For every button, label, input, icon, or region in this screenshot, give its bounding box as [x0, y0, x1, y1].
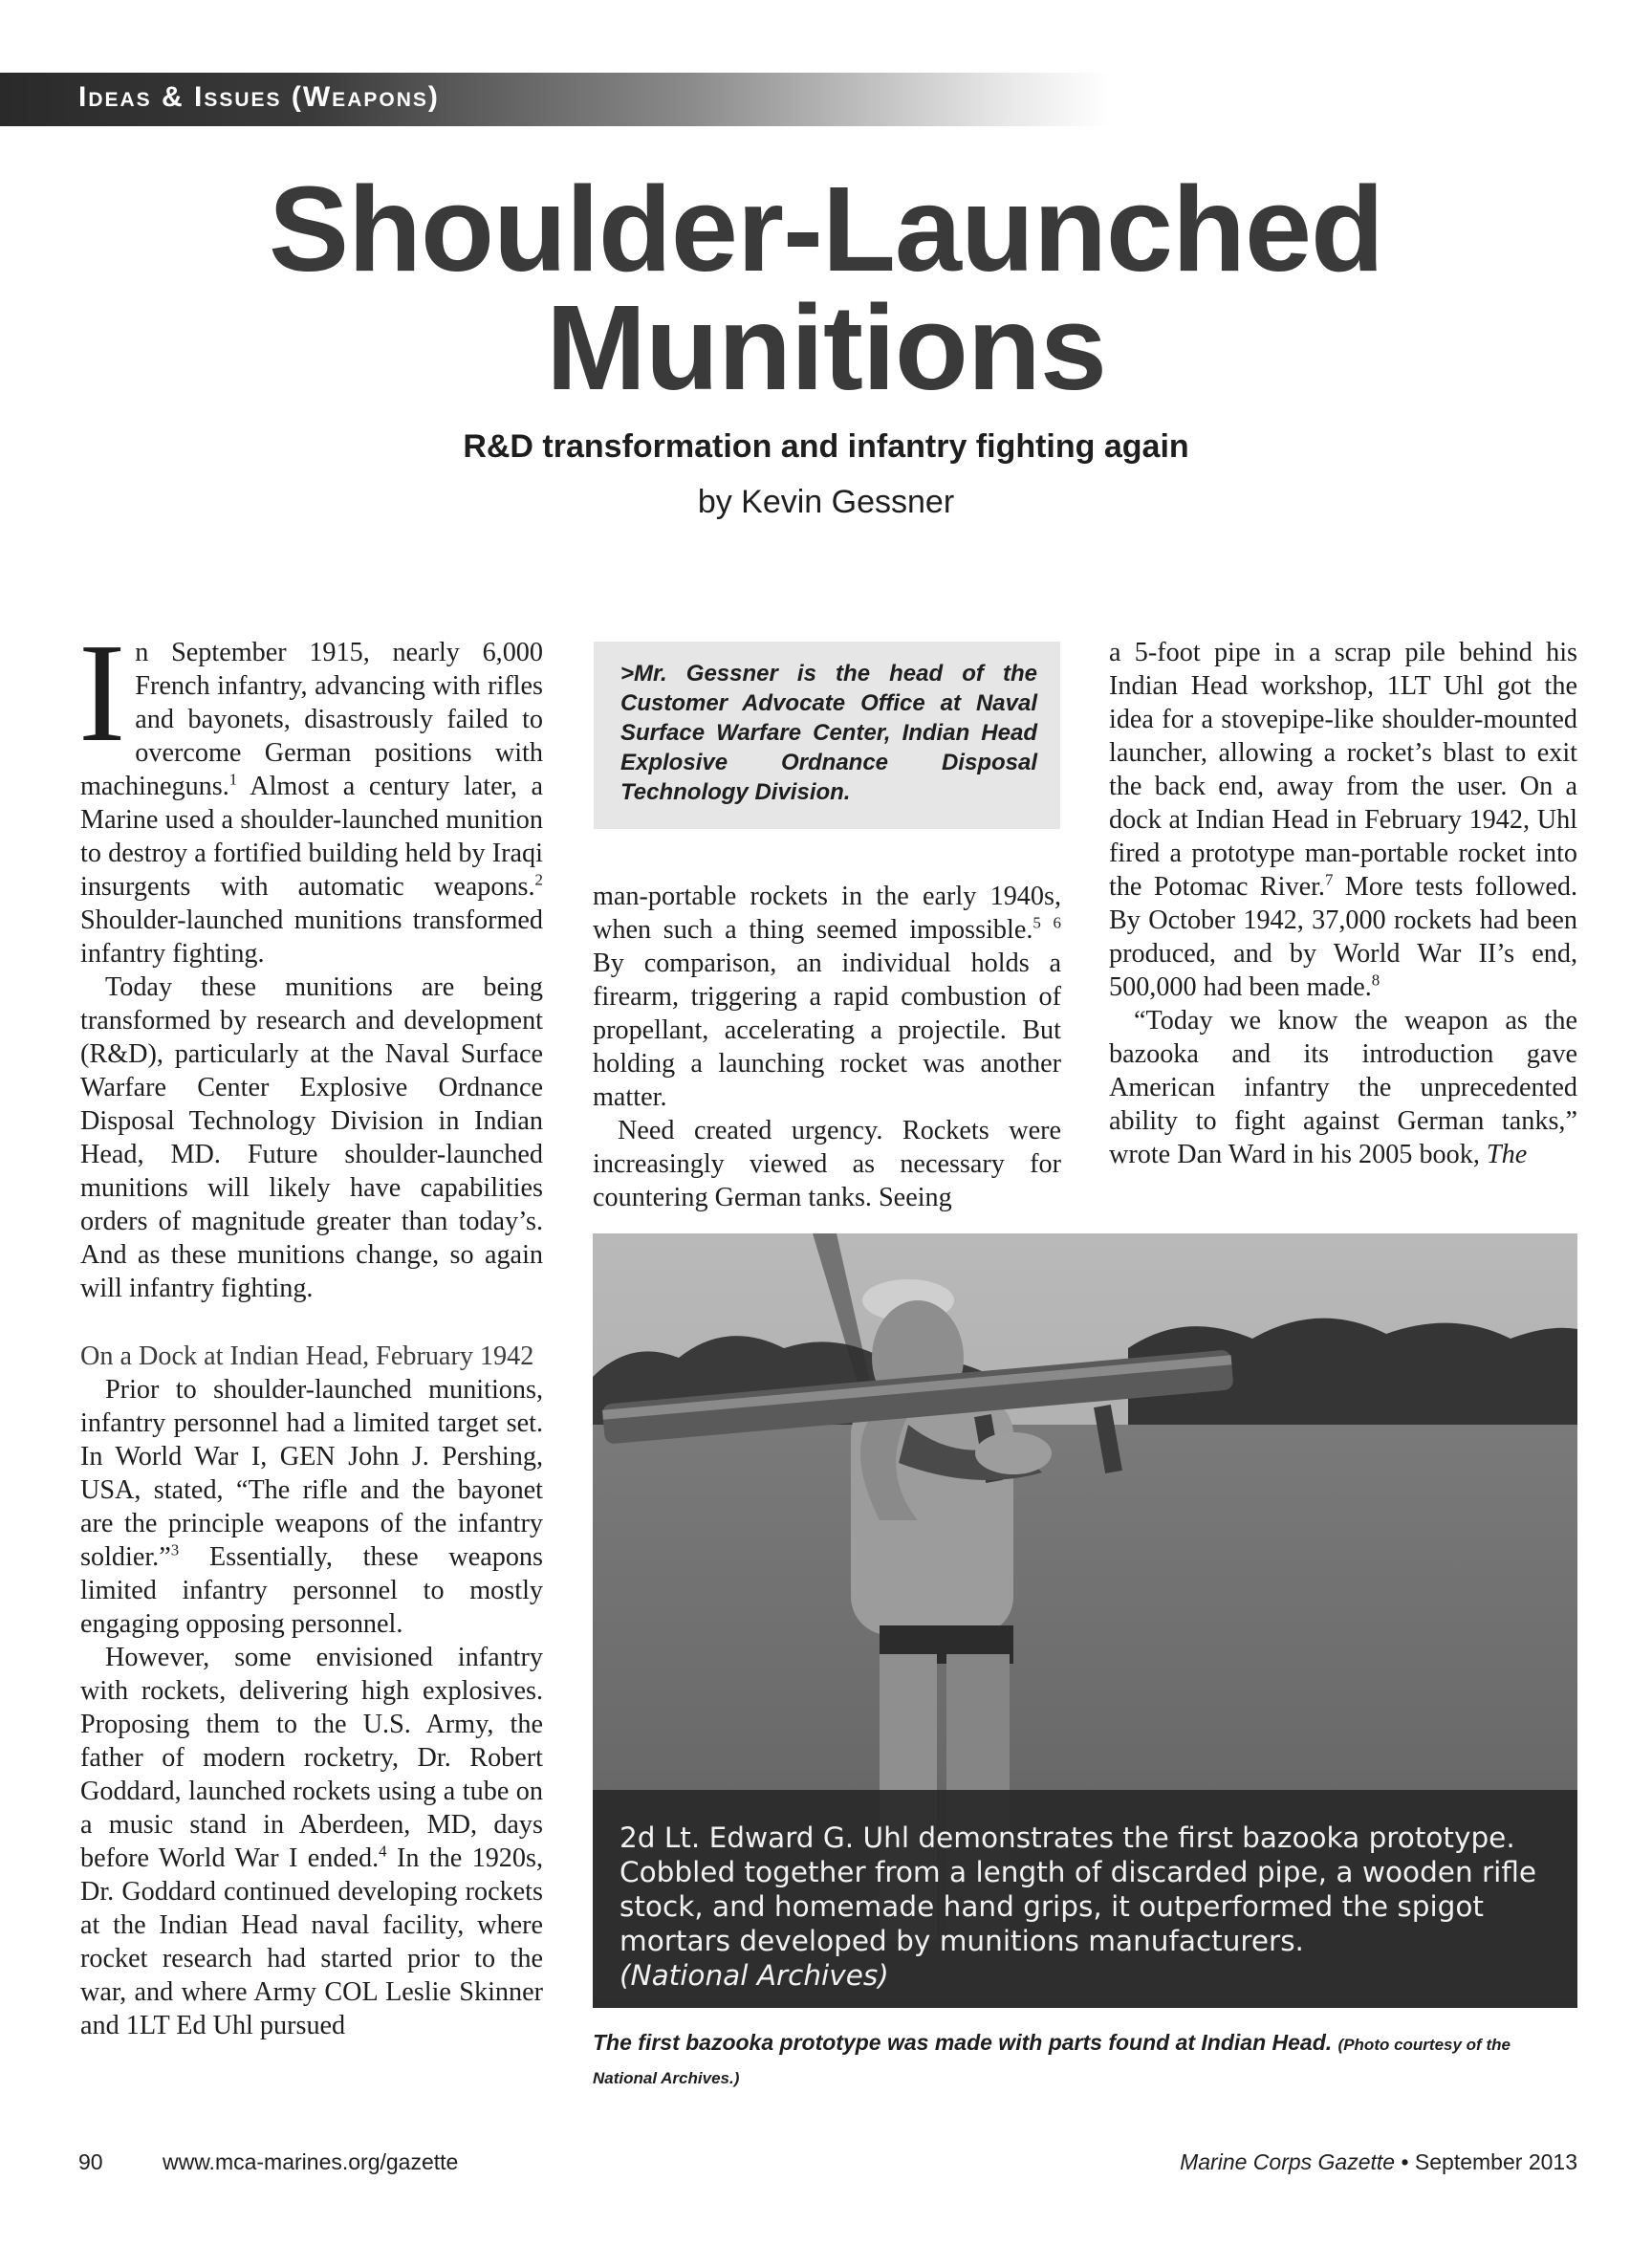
text-run: n September 1915, nearly 6,000 French infantry, advancing with rifles and bayonets, disastrously failed to overcome German positions with machineguns.	[80, 638, 543, 801]
paragraph	[80, 1373, 543, 1641]
text-run: a 5-foot pipe in a scrap pile behind his Indian Head workshop, 1LT Uhl got the idea for a stovepipe-like shoulder-mounted launcher, allowing a rocket’s blast to exit the back end, away from the user. On a dock at Indian Head in February 1942, Uhl fired a prototype man-portable rocket into the Potomac River.	[1109, 638, 1577, 902]
author-bio-text: >Mr. Gessner is the head of the Customer Advocate Office at Naval Surface Warfare Center, Indian Head Explosive Ordnance Disposal Technology Division.	[620, 661, 1037, 805]
footer-bullet: •	[1401, 2149, 1409, 2174]
paragraph: Need created urgency. Rockets were increasingly viewed as necessary for countering German tanks. Seeing	[593, 1116, 1061, 1212]
footnote-ref: 7	[1324, 870, 1334, 889]
author-bio-box	[594, 642, 1060, 829]
paragraph	[1109, 636, 1577, 1004]
text-run: In the 1920s, Dr. Goddard continued developing rockets at the Indian Head naval facility, where rocket research had started prior to the war, and where Army COL Leslie Skinner and 1LT Ed Uhl pursued	[80, 1843, 544, 2040]
section-label: Ideas & Issues (Weapons)	[78, 81, 440, 113]
text-run: However, some envisioned infantry with rockets, delivering high explosives. Proposing them to the U.S. Army, the father of modern rocketry, Dr. Robert Goddard, launched rockets using a tube on a music stand in Aberdeen, MD, days before World War I ended.	[80, 1643, 543, 1873]
footnote-ref: 3	[170, 1540, 180, 1559]
overlay-line: Cobbled together from a length of discarded pipe, a wooden rifle stock, and homemade hand grips, it outperformed the spigot mortars developed by munitions manufacturers.	[620, 1856, 1537, 1957]
title-line-1: Shoulder-Launched	[268, 162, 1384, 296]
footnote-ref: 4	[379, 1842, 387, 1861]
paragraph	[593, 880, 1061, 1114]
footnote-ref: 6	[1053, 913, 1061, 932]
caption-text: The first bazooka prototype was made with parts found at Indian Head.	[593, 2030, 1333, 2055]
paragraph	[80, 1641, 543, 2042]
drop-cap: I	[78, 615, 126, 772]
title-line-2: Munitions	[546, 280, 1106, 415]
text-run: man-portable rockets in the early 1940s, when such a thing seemed impossible.	[593, 882, 1061, 945]
paragraph: Today these munitions are being transformed by research and development (R&D), particularly at the Naval Surface Warfare Center Explosive Ordnance Disposal Technology Division in Indian Head, MD. Future shoulder-launched munitions will likely have capabilities orders of magnitude greater than today’s. And as these munitions change, so again will infantry fighting.	[80, 972, 543, 1303]
text-run: More tests followed. By October 1942, 37,000 rockets had been produced, and by World War II’s end, 500,000 had been made.	[1109, 872, 1577, 1002]
article-column-2	[593, 880, 1061, 1214]
page-number: 90	[78, 2149, 103, 2174]
text-run: Almost a century later, a Marine used a shoulder-launched munition to destroy a fortified building held by Iraqi insurgents with automatic weapons.	[80, 772, 543, 902]
paragraph	[78, 615, 543, 970]
article-column-3	[1109, 636, 1577, 1171]
book-title-italic: The	[1486, 1140, 1528, 1169]
issue-date: September 2013	[1414, 2149, 1577, 2174]
overlay-line: 2d Lt. Edward G. Uhl demonstrates the first bazooka prototype.	[620, 1821, 1515, 1854]
footnote-ref: 2	[534, 870, 543, 889]
text-run: Essentially, these weapons limited infantry personnel to mostly engaging opposing personnel.	[80, 1542, 543, 1639]
caption-credit: (Photo courtesy of the National Archives.)	[593, 2036, 1511, 2087]
article-byline: by Kevin Gessner	[697, 484, 955, 520]
text-run: By comparison, an individual holds a firearm, triggering a rapid combustion of propellant, accelerating a projectile. But holding a launching rocket was another matter.	[593, 949, 1061, 1112]
footnote-ref: 8	[1371, 970, 1380, 990]
photo-overlay-caption	[620, 1821, 1566, 1993]
publication-name: Marine Corps Gazette	[1180, 2149, 1396, 2174]
footnote-ref: 1	[228, 770, 238, 789]
paragraph	[1109, 1004, 1577, 1171]
footer-url[interactable]: www.mca-marines.org/gazette	[163, 2149, 459, 2174]
text-run: Prior to shoulder-launched munitions, infantry personnel had a limited target set. In World War I, GEN John J. Pershing, USA, stated, “The rifle and the bayonet are the principle weapons of the infantry soldier.”	[80, 1375, 543, 1572]
bazooka-photo	[593, 1233, 1577, 2008]
section-subhead: On a Dock at Indian Head, February 1942	[80, 1341, 534, 1371]
overlay-credit: (National Archives)	[620, 1959, 889, 1992]
article-subtitle: R&D transformation and infantry fighting again	[463, 428, 1189, 465]
text-run: Shoulder-launched munitions transformed infantry fighting.	[80, 905, 543, 969]
photo-caption	[593, 2027, 1577, 2094]
text-run: “Today we know the weapon as the bazooka and its introduction gave American infantry the unprecedented ability to fight against German tanks,” wrote Dan Ward in his 2005 book,	[1109, 1006, 1577, 1169]
footnote-ref: 5	[1032, 913, 1041, 932]
section-banner	[0, 73, 1109, 126]
footer-publication	[1180, 2149, 1577, 2175]
article-title	[0, 162, 1652, 415]
article-column-1	[78, 615, 544, 2042]
